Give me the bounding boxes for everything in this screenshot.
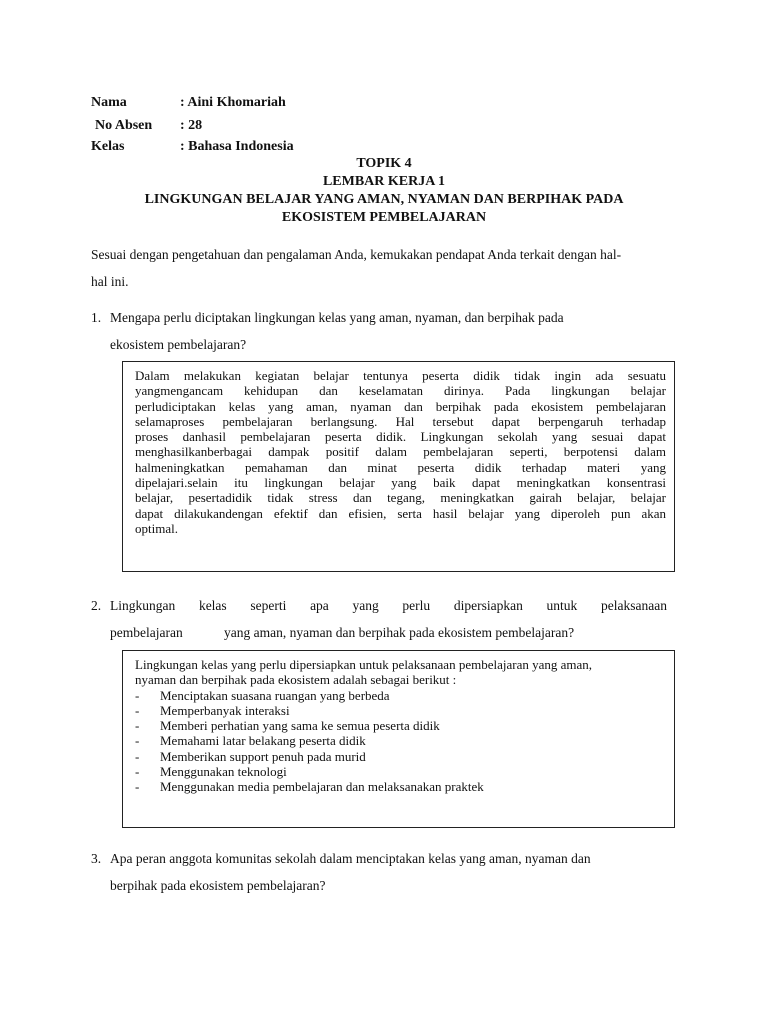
answer-line: yangmengancam kehidupan dan keselamatan dirinya. Pada lingkungan belajar — [135, 383, 666, 399]
list-item-text: Memberikan support penuh pada murid — [160, 748, 366, 764]
q1-answer-box — [122, 361, 675, 572]
q2-word: Lingkungan — [110, 598, 176, 613]
answer-line: belajar, pesertadidik tidak stress dan tegang, meningkatkan gairah belajar, belajar — [135, 490, 666, 506]
list-item-text: Memberi perhatian yang sama ke semua peserta didik — [160, 718, 440, 734]
main-title-line1: LINGKUNGAN BELAJAR YANG AMAN, NYAMAN DAN BERPIHAK PADA — [144, 192, 624, 207]
answer-line: dipelajari.selain itu lingkungan belajar yang baik dapat meningkatkan konsentrasi — [135, 475, 666, 491]
answer-line: perludiciptakan kelas yang aman, nyaman dan berpihak pada ekosistem pembelajaran — [135, 398, 666, 414]
q2-line2a: pembelajaran — [110, 625, 183, 640]
list-dash: - — [135, 718, 140, 734]
list-item — [135, 718, 666, 733]
q1-line2: ekosistem pembelajaran? — [110, 337, 247, 352]
kelas-label: Kelas — [91, 139, 125, 154]
sheet-title: LEMBAR KERJA 1 — [322, 174, 446, 189]
list-dash: - — [135, 764, 140, 780]
absen-value: : 28 — [180, 118, 203, 133]
q2-line2b: yang aman, nyaman dan berpihak pada ekosistem pembelajaran? — [224, 625, 575, 640]
q2-word: untuk — [546, 598, 578, 613]
list-dash: - — [135, 748, 140, 764]
answer-line-last: optimal. — [135, 520, 178, 536]
q2-word: kelas — [198, 598, 227, 613]
list-item — [135, 779, 666, 794]
q1-line1: Mengapa perlu diciptakan lingkungan kelas yang aman, nyaman, dan berpihak pada — [110, 310, 564, 325]
list-dash: - — [135, 687, 140, 703]
answer-line: Dalam melakukan kegiatan belajar tentunya peserta didik tidak ingin ada sesuatu — [135, 368, 666, 383]
q1-number: 1. — [91, 310, 102, 325]
kelas-value: : Bahasa Indonesia — [180, 139, 294, 154]
list-item-text: Menggunakan media pembelajaran dan melaksanakan praktek — [160, 779, 484, 795]
intro-line2: hal ini. — [91, 274, 129, 289]
q2-line1 — [110, 598, 667, 614]
list-dash: - — [135, 733, 140, 749]
list-item-text: Memahami latar belakang peserta didik — [160, 733, 366, 749]
q2-word: seperti — [250, 598, 287, 613]
list-item — [135, 749, 666, 764]
list-item — [135, 688, 666, 703]
answer-intro-line2: nyaman dan berpihak pada ekosistem adalah sebagai berikut : — [135, 672, 457, 688]
intro-line1: Sesuai dengan pengetahuan dan pengalaman Anda, kemukakan pendapat Anda terkait dengan hal- — [91, 247, 622, 262]
q2-word: pelaksanaan — [600, 598, 667, 613]
list-dash: - — [135, 702, 140, 718]
q2-answer-box — [122, 650, 675, 828]
answer-line: halmeningkatkan pemahaman dan minat peserta didik terhadap materi yang — [135, 459, 666, 475]
q3-line2: berpihak pada ekosistem pembelajaran? — [110, 878, 326, 893]
list-item — [135, 733, 666, 748]
q2-word: apa — [310, 598, 329, 613]
answer-line: dapat dilakukandengan efektif dan efisien, serta hasil belajar yang diperoleh pun akan — [135, 505, 666, 521]
list-item-text: Memperbanyak interaksi — [160, 702, 290, 718]
answer-line: proses danhasil pembelajaran peserta didik. Lingkungan sekolah yang sesuai dapat — [135, 429, 666, 445]
answer-line: selamaproses pembelajaran berlangsung. Hal tersebut dapat berpengaruh terhadap — [135, 413, 666, 429]
answer-line: menghasilkanberbagai dampak positif dalam pembelajaran seperti, berpotensi dalam — [135, 444, 666, 460]
list-item-text: Menciptakan suasana ruangan yang berbeda — [160, 687, 390, 703]
list-dash: - — [135, 779, 140, 795]
list-item — [135, 703, 666, 718]
q2-word: dipersiapkan — [453, 598, 523, 613]
topic-title: TOPIK 4 — [356, 156, 412, 171]
list-item-text: Menggunakan teknologi — [160, 764, 287, 780]
q2-word: perlu — [402, 598, 431, 613]
q3-number: 3. — [91, 851, 102, 866]
q2-number: 2. — [91, 598, 102, 613]
answer-intro-line1: Lingkungan kelas yang perlu dipersiapkan untuk pelaksanaan pembelajaran yang aman, — [135, 657, 593, 672]
absen-label: No Absen — [95, 118, 153, 133]
main-title-line2: EKOSISTEM PEMBELAJARAN — [281, 210, 487, 225]
q2-word: yang — [352, 598, 379, 613]
q3-line1: Apa peran anggota komunitas sekolah dalam menciptakan kelas yang aman, nyaman dan — [110, 851, 591, 866]
name-value: : Aini Khomariah — [180, 95, 286, 110]
list-item — [135, 764, 666, 779]
name-label: Nama — [91, 95, 127, 110]
